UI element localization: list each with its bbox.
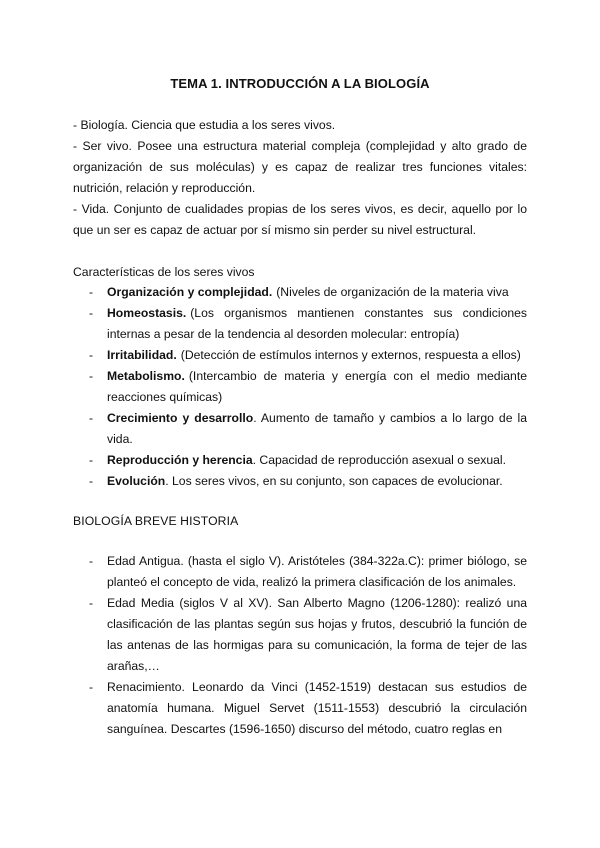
history-list — [73, 551, 527, 740]
history-heading: BIOLOGÍA BREVE HISTORIA — [73, 514, 239, 528]
bullet-dash: - — [89, 453, 94, 467]
characteristic-text: . Capacidad de reproducción asexual o sexual. — [252, 453, 507, 467]
characteristic-term: Irritabilidad. — [107, 348, 177, 362]
characteristic-term: Homeostasis. — [107, 306, 187, 320]
characteristic-term: Evolución — [107, 474, 166, 488]
bullet-dash: - — [89, 596, 94, 610]
characteristics-heading: Características de los seres vivos — [73, 265, 255, 279]
history-text: Edad Media (siglos V al XV). San Alberto Magno (1206-1280): realizó una clasificación de las plantas según sus hojas y frutos, descubrió la función de las antenas de las hormigas para su comunicación, la forma de tejer de las arañas,… — [107, 596, 527, 673]
characteristics-list — [73, 282, 527, 492]
definition-ser-vivo: - Ser vivo. Posee una estructura material compleja (complejidad y alto grado de organización de sus moléculas) y es capaz de realizar tres funciones vitales: nutrición, relación y reproducción. — [73, 139, 527, 195]
list-item — [73, 366, 527, 408]
characteristic-text: (Los organismos mantienen constantes sus condiciones internas a pesar de la tendencia al desorden molecular: entropía) — [107, 306, 527, 341]
bullet-dash: - — [89, 554, 94, 568]
definitions-block — [73, 115, 527, 241]
definition-biologia: - Biología. Ciencia que estudia a los seres vivos. — [73, 118, 336, 132]
page-title: TEMA 1. INTRODUCCIÓN A LA BIOLOGÍA — [170, 76, 430, 91]
characteristic-term: Reproducción y herencia — [107, 453, 253, 467]
bullet-dash: - — [89, 285, 94, 299]
bullet-dash: - — [89, 474, 94, 488]
characteristic-text: (Intercambio de materia y energía con el medio mediante reacciones químicas) — [107, 369, 527, 404]
list-item — [73, 551, 527, 593]
list-item — [73, 471, 527, 492]
history-text: Renacimiento. Leonardo da Vinci (1452-1519) destacan sus estudios de anatomía humana. Miguel Servet (1511-1553) descubrió la circulación sanguínea. Descartes (1596-1650) discurso del método, cuatro reglas en — [107, 680, 527, 736]
definition-vida: - Vida. Conjunto de cualidades propias de los seres vivos, es decir, aquello por lo que un ser es capaz de actuar por sí mismo sin perder su nivel estructural. — [73, 202, 527, 237]
list-item — [73, 345, 527, 366]
list-item — [73, 408, 527, 450]
list-item — [73, 593, 527, 677]
characteristic-text: . Aumento de tamaño y cambios a lo largo de la vida. — [107, 411, 527, 446]
characteristic-term: Organización y complejidad. — [107, 285, 273, 299]
bullet-dash: - — [89, 306, 94, 320]
bullet-dash: - — [89, 411, 94, 425]
list-item — [73, 450, 527, 471]
list-item — [73, 282, 527, 303]
list-item — [73, 677, 527, 740]
bullet-dash: - — [89, 348, 94, 362]
characteristic-term: Metabolismo. — [107, 369, 185, 383]
history-text: Edad Antigua. (hasta el siglo V). Aristóteles (384-322a.C): primer biólogo, se planteó el concepto de vida, realizó la primera clasificación de los animales. — [107, 554, 527, 589]
characteristic-term: Crecimiento y desarrollo — [107, 411, 254, 425]
characteristic-text: (Niveles de organización de la materia viva — [276, 285, 509, 299]
bullet-dash: - — [89, 680, 94, 694]
bullet-dash: - — [89, 369, 94, 383]
characteristic-text: (Detección de estímulos internos y externos, respuesta a ellos) — [180, 348, 521, 362]
list-item — [73, 303, 527, 345]
characteristic-text: . Los seres vivos, en su conjunto, son capaces de evolucionar. — [165, 474, 503, 488]
